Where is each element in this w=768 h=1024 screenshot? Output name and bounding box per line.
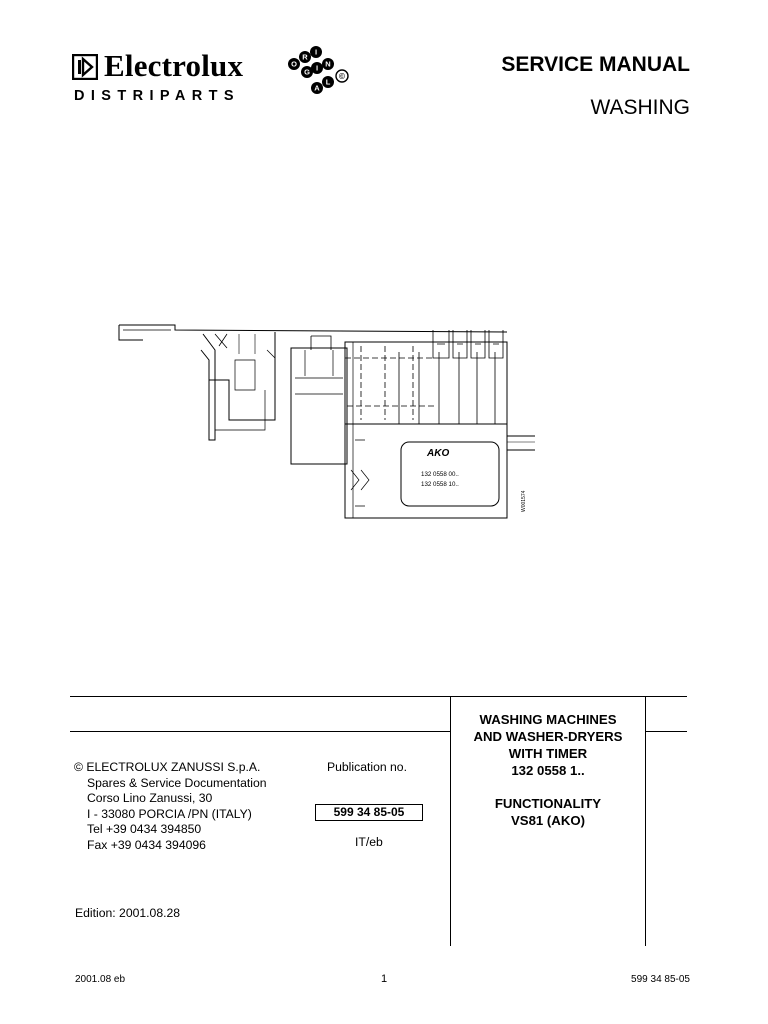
- footer-publication-number: 599 34 85-05: [631, 974, 690, 985]
- svg-text:G: G: [304, 67, 310, 77]
- svg-text:N: N: [325, 59, 331, 69]
- company-line: Tel +39 0434 394850: [87, 822, 202, 836]
- product-description: [452, 711, 644, 779]
- document-subtitle: WASHING: [590, 96, 690, 119]
- table-top-rule: [70, 696, 687, 697]
- company-line: I - 33080 PORCIA /PN (ITALY): [87, 806, 252, 821]
- drawing-part-line: 132 0558 10..: [421, 481, 459, 488]
- electrolux-logo-icon: [72, 54, 98, 80]
- publication-number: 599 34 85-05: [315, 804, 423, 821]
- table-right-rule: [645, 731, 687, 732]
- svg-text:I: I: [315, 63, 319, 73]
- table-column-divider: [645, 696, 646, 946]
- svg-text:A: A: [314, 83, 320, 93]
- product-line: WASHING MACHINES: [479, 712, 617, 727]
- drawing-side-code: W001574: [521, 490, 527, 512]
- svg-text:L: L: [325, 77, 331, 87]
- brand-division: DISTRIPARTS: [74, 88, 240, 104]
- drawing-brand-label: AKO: [427, 448, 450, 459]
- original-parts-seal: [284, 44, 364, 108]
- brand-name: Electrolux: [104, 48, 244, 83]
- product-line: AND WASHER-DRYERS: [473, 729, 623, 744]
- company-line: © ELECTROLUX ZANUSSI S.p.A.: [74, 760, 261, 774]
- electrolux-distriparts-logo: [70, 47, 360, 112]
- timer-technical-drawing: [115, 320, 535, 530]
- publication-label: Publication no.: [327, 760, 407, 774]
- page-number: 1: [381, 973, 388, 985]
- company-line: Corso Lino Zanussi, 30: [87, 791, 213, 805]
- company-line: Fax +39 0434 394096: [87, 837, 206, 852]
- table-mid-rule: [70, 731, 451, 732]
- footer-date: 2001.08 eb: [75, 974, 126, 985]
- functionality-line: FUNCTIONALITY: [494, 796, 602, 811]
- product-line: 132 0558 1..: [511, 763, 585, 778]
- table-column-divider: [450, 696, 451, 946]
- edition-date: Edition: 2001.08.28: [75, 906, 181, 920]
- drawing-part-line: 132 0558 00..: [421, 471, 459, 478]
- functionality-line: VS81 (AKO): [510, 813, 585, 828]
- company-address: [74, 760, 267, 853]
- svg-text:O: O: [291, 59, 297, 69]
- svg-text:R: R: [302, 52, 308, 62]
- company-line: Spares & Service Documentation: [87, 775, 267, 790]
- document-title: SERVICE MANUAL: [501, 53, 690, 76]
- product-line: WITH TIMER: [508, 746, 588, 761]
- language-code: IT/eb: [355, 835, 383, 849]
- svg-text:I: I: [314, 47, 318, 57]
- svg-text:©: ©: [339, 72, 345, 81]
- functionality-description: [452, 795, 644, 829]
